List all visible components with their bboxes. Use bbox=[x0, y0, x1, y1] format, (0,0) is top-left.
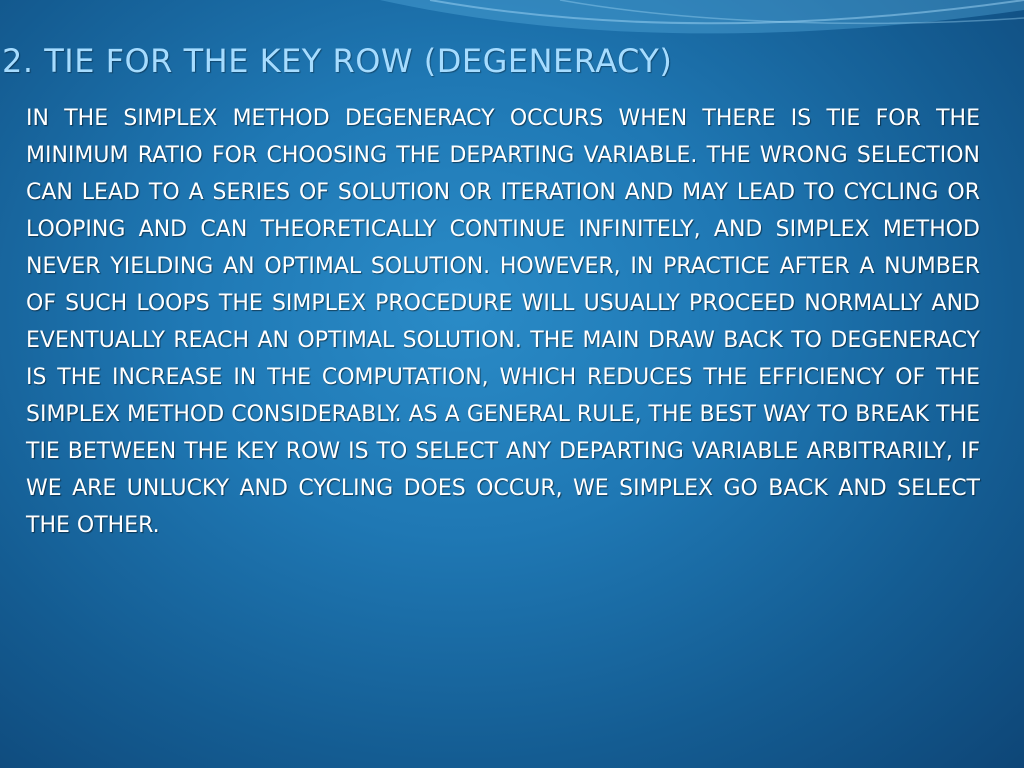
slide-title: 2. TIE FOR THE KEY ROW (DEGENERACY) bbox=[2, 42, 673, 80]
slide-body-text: IN THE SIMPLEX METHOD DEGENERACY OCCURS WHEN THERE IS TIE FOR THE MINIMUM RATIO FOR CHOOSING THE DEPARTING VARIABLE. THE WRONG SELECTION CAN LEAD TO A SERIES OF SOLUTION OR ITERATION AND MAY LEAD TO CYCLING OR LOOPING AND CAN THEORETICALLY CONTINUE INFINITELY, AND SIMPLEX METHOD NEVER YIELDING AN OPTIMAL SOLUTION. HOWEVER, IN PRACTICE AFTER A NUMBER OF SUCH LOOPS THE SIMPLEX PROCEDURE WILL USUALLY PROCEED NORMALLY AND EVENTUALLY REACH AN OPTIMAL SOLUTION. THE MAIN DRAW BACK TO DEGENERACY IS THE INCREASE IN THE COMPUTATION, WHICH REDUCES THE EFFICIENCY OF THE SIMPLEX METHOD CONSIDERABLY. AS A GENERAL RULE, THE BEST WAY TO BREAK THE TIE BETWEEN THE KEY ROW IS TO SELECT ANY DEPARTING VARIABLE ARBITRARILY, IF WE ARE UNLUCKY AND CYCLING DOES OCCUR, WE SIMPLEX GO BACK AND SELECT THE OTHER. bbox=[26, 106, 980, 538]
